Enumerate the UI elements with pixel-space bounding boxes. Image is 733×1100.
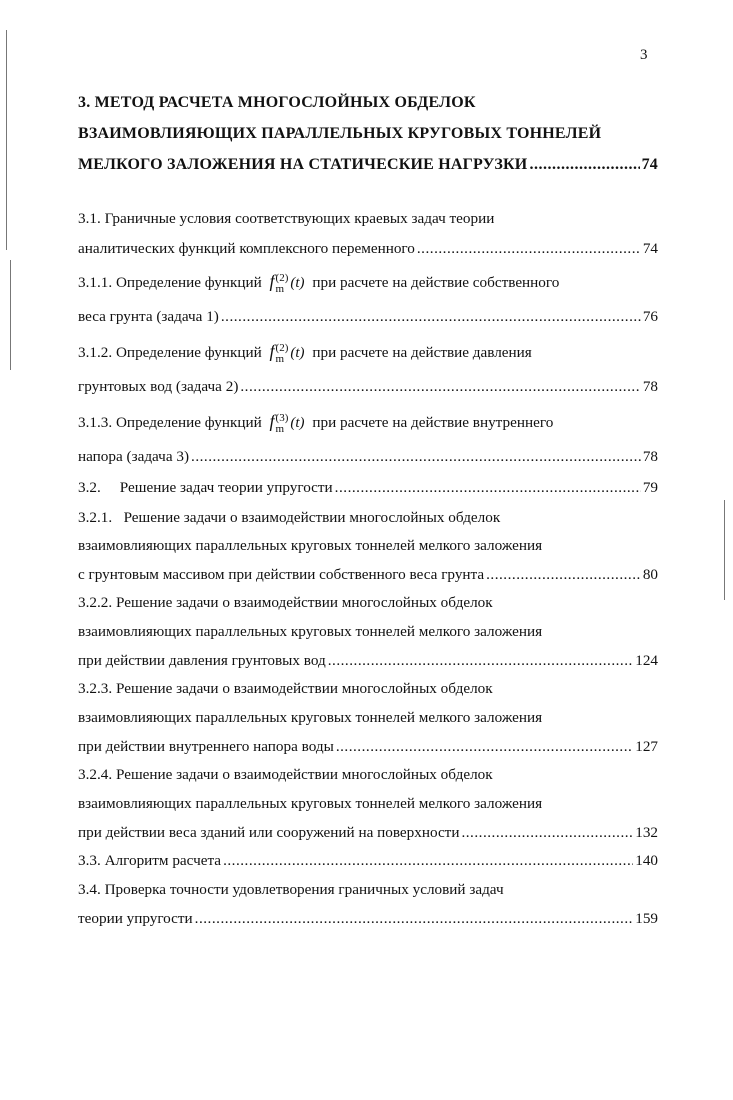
toc-entry-3-2-1[interactable]: 3.2.1. Решение задачи о взаимодействии многослойных обделок	[78, 509, 501, 526]
section-page: 74	[641, 156, 658, 173]
dot-leader	[191, 448, 641, 466]
scan-artifact	[724, 500, 725, 600]
toc-page: 159	[635, 910, 658, 927]
toc-text: теории упругости	[78, 910, 193, 927]
toc-text: веса грунта (задача 1)	[78, 308, 219, 325]
math-sub: m	[275, 422, 285, 435]
toc-page: 78	[642, 448, 658, 465]
toc-entry-3-1-1-cont[interactable]	[78, 308, 658, 326]
toc-text: при действии давления грунтовых вод	[78, 652, 326, 669]
toc-text: 3.2. Решение задач теории упругости	[78, 479, 333, 496]
dot-leader	[328, 652, 633, 670]
toc-entry-3-4[interactable]: 3.4. Проверка точности удовлетворения граничных условий задач	[78, 881, 504, 898]
section-title-text-3: МЕЛКОГО ЗАЛОЖЕНИЯ НА СТАТИЧЕСКИЕ НАГРУЗКИ	[78, 156, 528, 173]
page-number: 3	[640, 47, 648, 63]
toc-text: при расчете на действие давления	[312, 343, 532, 361]
section-title-line-1	[78, 94, 678, 112]
toc-entry-3-1-3[interactable]	[78, 412, 658, 435]
toc-page: 79	[642, 479, 658, 496]
dot-leader	[417, 240, 641, 258]
toc-entry-3-2-3[interactable]: 3.2.3. Решение задачи о взаимодействии многослойных обделок	[78, 680, 493, 697]
toc-entry-3-1-2-cont[interactable]	[78, 378, 658, 396]
toc-entry-3-2-4[interactable]: 3.2.4. Решение задачи о взаимодействии многослойных обделок	[78, 766, 493, 783]
toc-text: при расчете на действие внутреннего	[312, 413, 554, 431]
math-formula	[270, 412, 305, 435]
math-sub: m	[275, 352, 285, 365]
math-sup: (2)	[275, 341, 289, 354]
toc-entry-3-1-3-cont[interactable]	[78, 448, 658, 466]
toc-text: при действии внутреннего напора воды	[78, 738, 334, 755]
toc-text: 3.1.2. Определение функций	[78, 343, 262, 361]
toc-text: напора (задача 3)	[78, 448, 190, 465]
toc-text: 3.3. Алгоритм расчета	[78, 852, 222, 869]
toc-page: 76	[642, 308, 658, 325]
toc-entry-3-1-cont[interactable]	[78, 240, 658, 258]
dot-leader	[223, 852, 633, 870]
toc-entry-3-3[interactable]	[78, 852, 658, 870]
toc-page: 140	[635, 852, 658, 869]
toc-text: при расчете на действие собственного	[312, 273, 560, 291]
toc-text: с грунтовым массивом при действии собственного веса грунта	[78, 566, 485, 583]
math-func: f	[269, 341, 275, 361]
section-title-line-3	[78, 156, 658, 174]
dot-leader	[221, 308, 641, 326]
dot-leader	[240, 378, 640, 396]
toc-entry-3-2-1-line2[interactable]: взаимовлияющих параллельных круговых тоннелей мелкого заложения	[78, 537, 543, 554]
section-title-text: МЕТОД РАСЧЕТА МНОГОСЛОЙНЫХ ОБДЕЛОК	[94, 94, 476, 111]
math-arg: (t)	[290, 415, 305, 431]
toc-entry-3-2-2[interactable]: 3.2.2. Решение задачи о взаимодействии многослойных обделок	[78, 594, 493, 611]
scan-artifact	[6, 30, 7, 250]
toc-entry-3-1-1[interactable]	[78, 272, 658, 295]
toc-text: 3.1.1. Определение функций	[78, 273, 262, 291]
toc-entry-3-2-4-line2[interactable]: взаимовлияющих параллельных круговых тоннелей мелкого заложения	[78, 795, 543, 812]
dot-leader	[195, 910, 634, 928]
toc-text: при действии веса зданий или сооружений на поверхности	[78, 824, 460, 841]
math-sup: (2)	[275, 271, 289, 284]
toc-entry-3-2-2-line2[interactable]: взаимовлияющих параллельных круговых тоннелей мелкого заложения	[78, 623, 543, 640]
toc-text: аналитических функций комплексного переменного	[78, 240, 415, 257]
toc-entry-3-1-2[interactable]	[78, 342, 658, 365]
toc-page: 80	[642, 566, 658, 583]
math-arg: (t)	[290, 345, 305, 361]
math-func: f	[269, 271, 275, 291]
toc-entry-3-1[interactable]: 3.1. Граничные условия соответствующих краевых задач теории	[78, 210, 495, 227]
toc-entry-3-2[interactable]	[78, 479, 658, 497]
toc-page: 124	[635, 652, 658, 669]
toc-entry-3-2-2-line3[interactable]	[78, 652, 658, 670]
section-number: 3.	[78, 94, 91, 111]
toc-page: 74	[642, 240, 658, 257]
math-arg: (t)	[290, 275, 305, 291]
math-func: f	[269, 411, 275, 431]
toc-page: 127	[635, 738, 658, 755]
math-formula	[270, 342, 305, 365]
toc-entry-3-2-4-line3[interactable]	[78, 824, 658, 842]
dot-leader	[336, 738, 633, 756]
toc-entry-3-2-1-line3[interactable]	[78, 566, 658, 584]
toc-page: 78	[642, 378, 658, 395]
math-formula	[270, 272, 305, 295]
dot-leader	[335, 479, 641, 497]
math-sub: m	[275, 282, 285, 295]
scan-artifact	[10, 260, 11, 370]
toc-text: грунтовых вод (задача 2)	[78, 378, 239, 395]
section-title-line-2: ВЗАИМОВЛИЯЮЩИХ ПАРАЛЛЕЛЬНЫХ КРУГОВЫХ ТОННЕЛЕЙ	[78, 125, 602, 142]
toc-entry-3-2-3-line2[interactable]: взаимовлияющих параллельных круговых тоннелей мелкого заложения	[78, 709, 543, 726]
toc-page: 132	[635, 824, 658, 841]
math-sup: (3)	[275, 411, 289, 424]
dot-leader	[529, 156, 639, 174]
toc-entry-3-4-cont[interactable]	[78, 910, 658, 928]
dot-leader	[486, 566, 641, 584]
dot-leader	[461, 824, 633, 842]
toc-text: 3.1.3. Определение функций	[78, 413, 262, 431]
toc-entry-3-2-3-line3[interactable]	[78, 738, 658, 756]
